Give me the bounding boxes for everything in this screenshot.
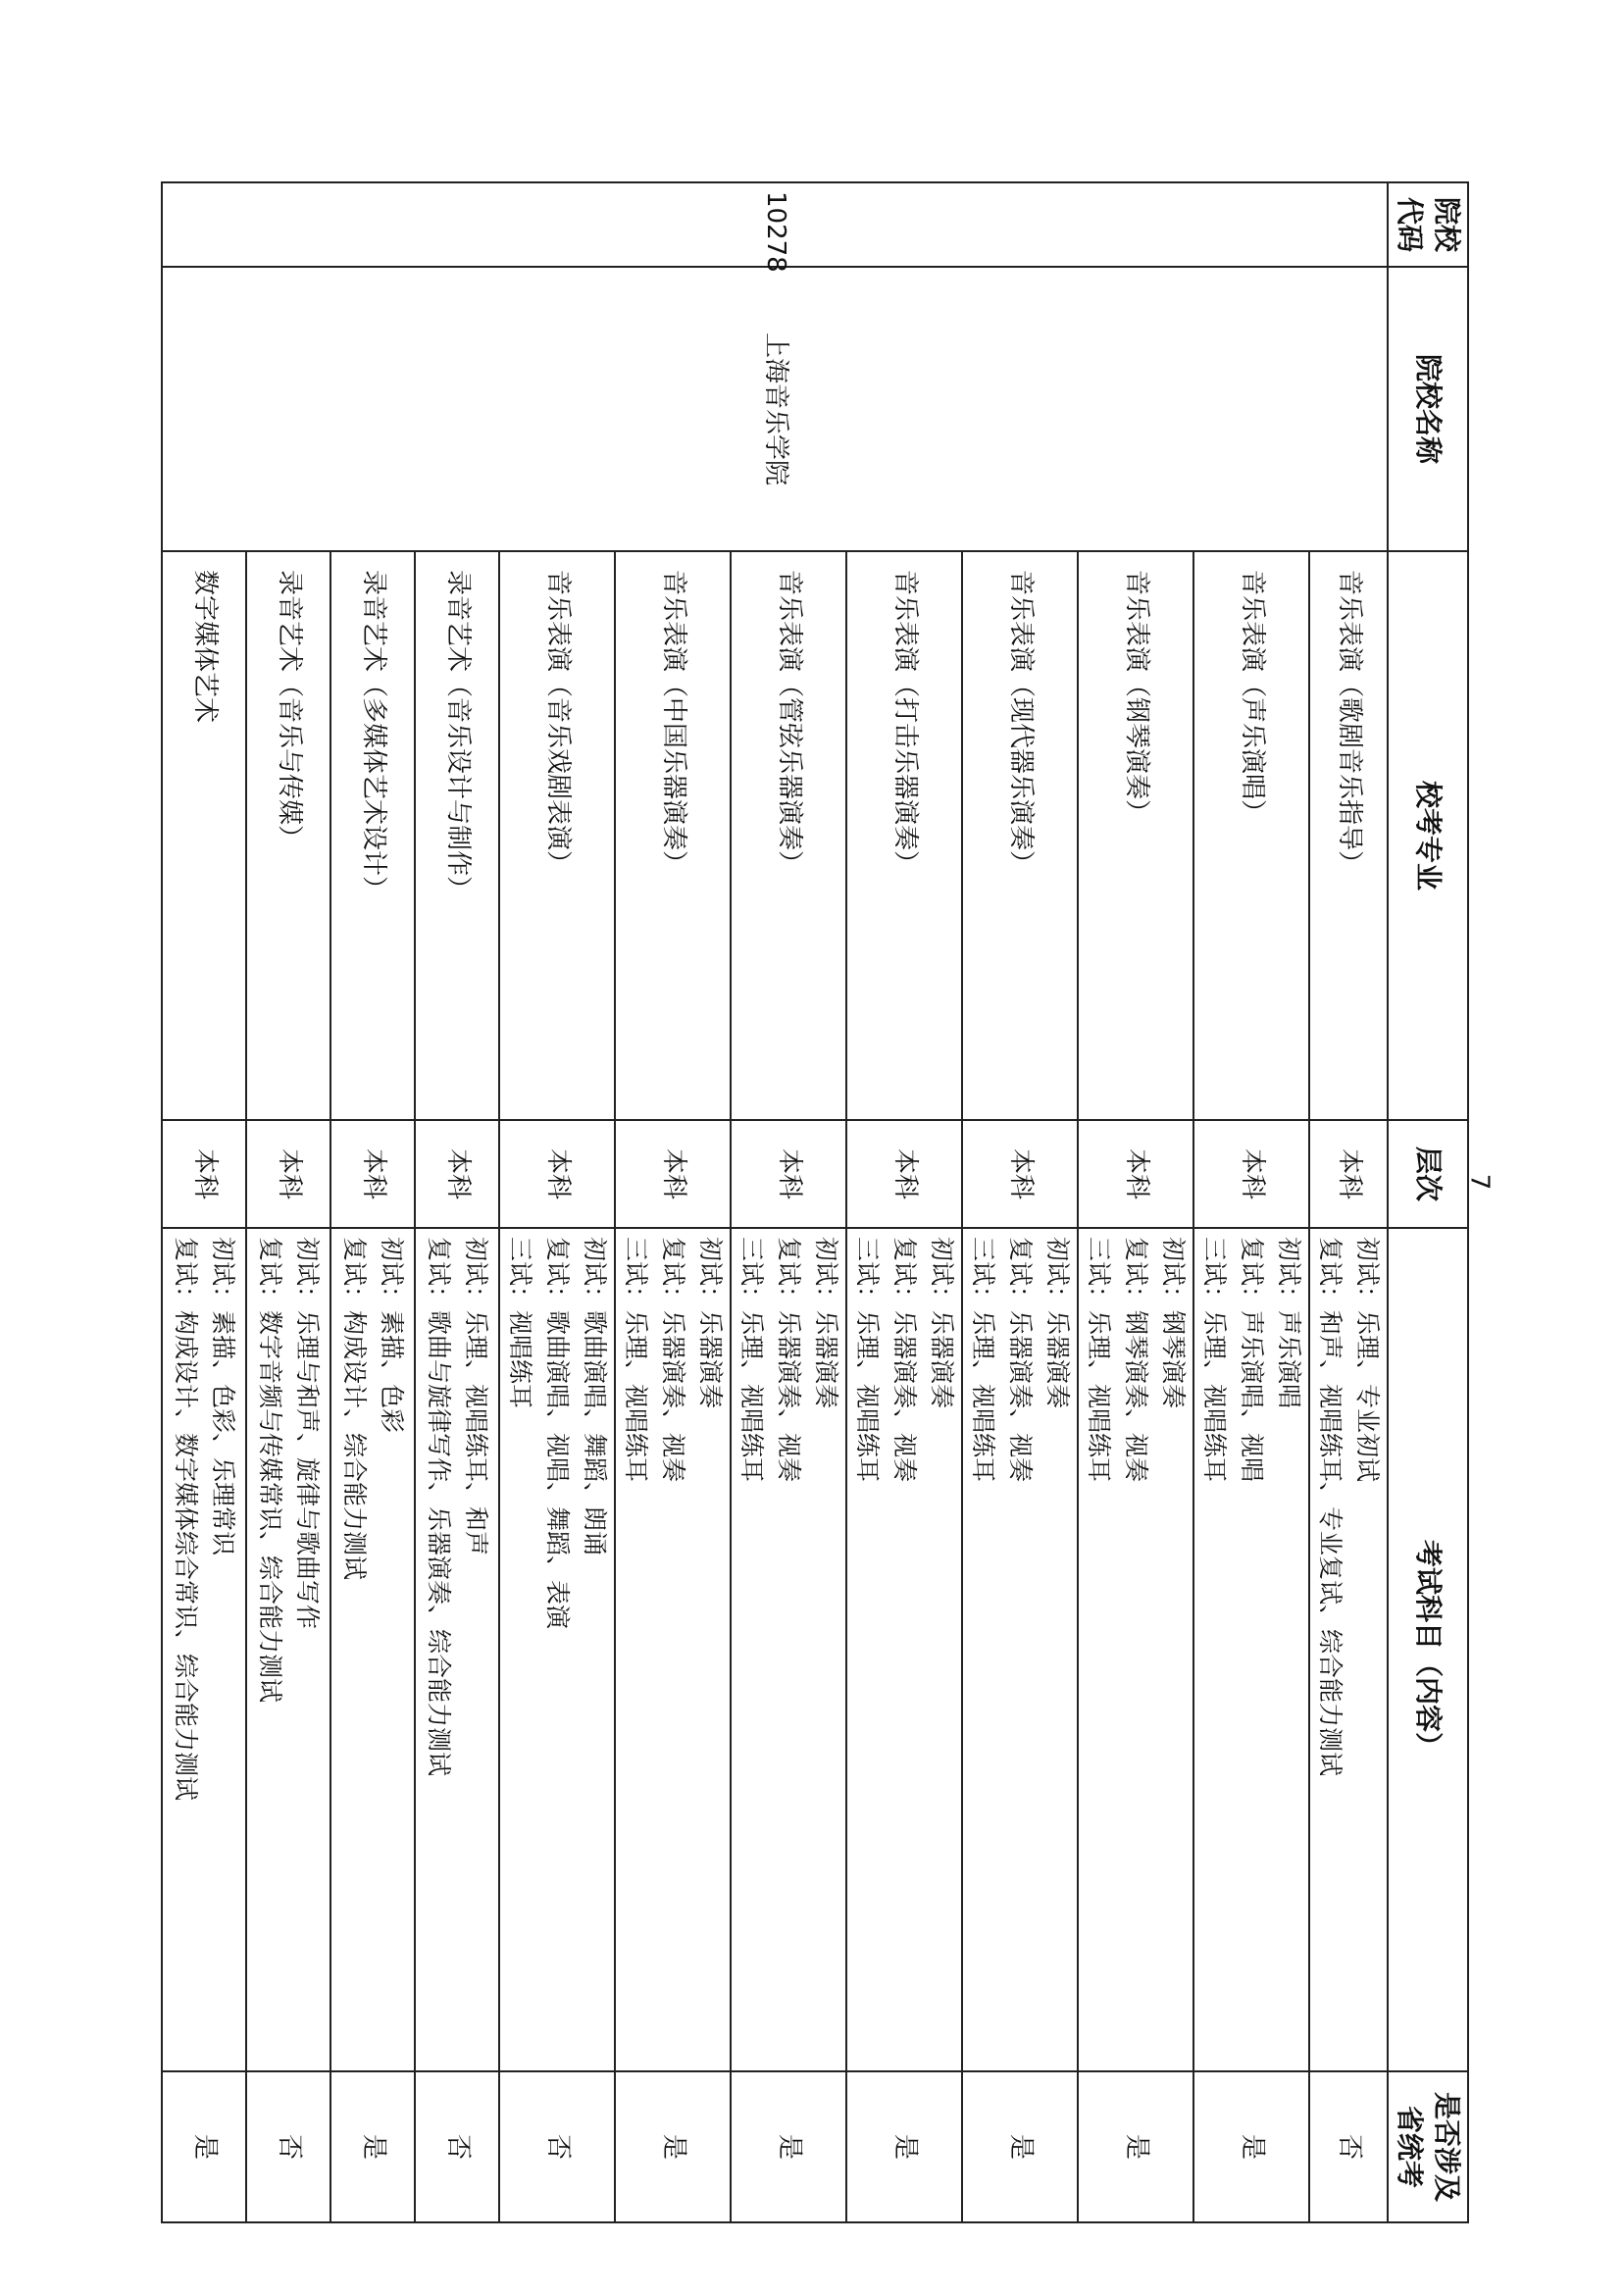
major-name: 音乐表演（管弦乐器演奏） — [731, 551, 846, 1120]
subject-line: 复试：声乐演唱、视唱 — [1238, 1237, 1266, 1483]
subject-line: 复试：乐器演奏、视奏 — [1006, 1237, 1035, 1483]
subject-line: 复试：构成设计、数字媒体综合常识、综合能力测试 — [172, 1237, 200, 1802]
level: 本科 — [415, 1120, 499, 1228]
major-name: 音乐表演（歌剧音乐指导） — [1309, 551, 1388, 1120]
level: 本科 — [499, 1120, 615, 1228]
major-name: 录音艺术（音乐设计与制作） — [415, 551, 499, 1120]
major-name: 音乐表演（现代器乐演奏） — [962, 551, 1078, 1120]
provincial-exam-flag: 是 — [1078, 2071, 1193, 2222]
provincial-exam-flag: 是 — [1193, 2071, 1309, 2222]
subject-line: 三试：乐理、视唱练耳 — [969, 1237, 997, 1483]
school-code: 10278 — [162, 182, 1388, 267]
school-name: 上海音乐学院 — [162, 267, 1388, 551]
subject-line: 复试：钢琴演奏、视奏 — [1122, 1237, 1150, 1483]
exam-subjects — [1078, 1228, 1193, 2071]
provincial-exam-flag: 是 — [962, 2071, 1078, 2222]
major-name: 录音艺术（音乐与传媒） — [246, 551, 330, 1120]
provincial-exam-flag: 否 — [246, 2071, 330, 2222]
major-name: 音乐表演（声乐演唱） — [1193, 551, 1309, 1120]
provincial-exam-flag: 是 — [615, 2071, 731, 2222]
header-row — [1388, 182, 1468, 2222]
subject-line: 初试：乐器演奏 — [928, 1237, 956, 1409]
subject-line: 复试：乐器演奏、视奏 — [890, 1237, 919, 1483]
level: 本科 — [330, 1120, 415, 1228]
provincial-exam-flag: 否 — [1309, 2071, 1388, 2222]
major-name: 音乐表演（音乐戏剧表演） — [499, 551, 615, 1120]
subject-line: 初试：声乐演唱 — [1275, 1237, 1303, 1409]
exam-subjects — [415, 1228, 499, 2071]
subject-line: 初试：乐器演奏 — [1043, 1237, 1072, 1409]
level: 本科 — [1309, 1120, 1388, 1228]
major-name: 音乐表演（钢琴演奏） — [1078, 551, 1193, 1120]
subject-line: 初试：素描、色彩、乐理常识 — [209, 1237, 237, 1556]
exam-subjects — [731, 1228, 846, 2071]
subject-line: 复试：数字音频与传媒常识、综合能力测试 — [256, 1237, 284, 1704]
subject-line: 三试：视唱练耳 — [506, 1237, 534, 1409]
rotated-page — [165, 181, 1469, 2221]
level: 本科 — [615, 1120, 731, 1228]
exam-subjects — [962, 1228, 1078, 2071]
subject-line: 三试：乐理、视唱练耳 — [1085, 1237, 1113, 1483]
admission-table — [161, 181, 1469, 2223]
exam-subjects — [1309, 1228, 1388, 2071]
subject-line: 三试：乐理、视唱练耳 — [737, 1237, 766, 1483]
level: 本科 — [162, 1120, 246, 1228]
level: 本科 — [246, 1120, 330, 1228]
subject-line: 复试：构成设计、综合能力测试 — [340, 1237, 369, 1581]
level: 本科 — [962, 1120, 1078, 1228]
provincial-exam-flag: 是 — [162, 2071, 246, 2222]
exam-subjects — [499, 1228, 615, 2071]
exam-subjects — [330, 1228, 415, 2071]
header-provincial: 是否涉及省统考 — [1388, 2071, 1468, 2222]
subject-line: 初试：素描、色彩 — [378, 1237, 406, 1434]
exam-subjects — [1193, 1228, 1309, 2071]
subject-line: 复试：和声、视唱练耳、专业复试、综合能力测试 — [1316, 1237, 1345, 1777]
subject-line: 初试：钢琴演奏 — [1159, 1237, 1188, 1409]
subject-line: 初试：乐理、视唱练耳、和声 — [462, 1237, 490, 1556]
level: 本科 — [1078, 1120, 1193, 1228]
level: 本科 — [846, 1120, 962, 1228]
provincial-exam-flag: 是 — [846, 2071, 962, 2222]
exam-subjects — [846, 1228, 962, 2071]
major-name: 录音艺术（多媒体艺术设计） — [330, 551, 415, 1120]
subject-line: 复试：乐器演奏、视奏 — [775, 1237, 803, 1483]
subject-line: 复试：歌曲演唱、视唱、舞蹈、表演 — [543, 1237, 572, 1630]
exam-subjects — [162, 1228, 246, 2071]
subject-line: 复试：歌曲与旋律写作、乐器演奏、综合能力测试 — [425, 1237, 453, 1777]
major-name: 音乐表演（打击乐器演奏） — [846, 551, 962, 1120]
subject-line: 复试：乐器演奏、视奏 — [659, 1237, 687, 1483]
subject-line: 初试：乐器演奏 — [696, 1237, 725, 1409]
exam-subjects — [246, 1228, 330, 2071]
subject-line: 初试：歌曲演唱、舞蹈、朗诵 — [581, 1237, 609, 1556]
subject-line: 初试：乐理与和声、旋律与歌曲写作 — [293, 1237, 322, 1630]
table-row — [1309, 182, 1388, 2222]
header-school-code: 院校代码 — [1388, 182, 1468, 267]
subject-line: 初试：乐理、专业初试 — [1353, 1237, 1382, 1483]
provincial-exam-flag: 否 — [415, 2071, 499, 2222]
exam-subjects — [615, 1228, 731, 2071]
header-level: 层次 — [1388, 1120, 1468, 1228]
subject-line: 三试：乐理、视唱练耳 — [1200, 1237, 1229, 1483]
header-subjects: 考试科目（内容） — [1388, 1228, 1468, 2071]
major-name: 音乐表演（中国乐器演奏） — [615, 551, 731, 1120]
header-school-name: 院校名称 — [1388, 267, 1468, 551]
subject-line: 三试：乐理、视唱练耳 — [622, 1237, 650, 1483]
provincial-exam-flag: 是 — [330, 2071, 415, 2222]
level: 本科 — [1193, 1120, 1309, 1228]
subject-line: 三试：乐理、视唱练耳 — [853, 1237, 882, 1483]
provincial-exam-flag: 否 — [499, 2071, 615, 2222]
header-major: 校考专业 — [1388, 551, 1468, 1120]
page-number: 7 — [1464, 1173, 1495, 1191]
major-name: 数字媒体艺术 — [162, 551, 246, 1120]
level: 本科 — [731, 1120, 846, 1228]
provincial-exam-flag: 是 — [731, 2071, 846, 2222]
subject-line: 初试：乐器演奏 — [812, 1237, 840, 1409]
